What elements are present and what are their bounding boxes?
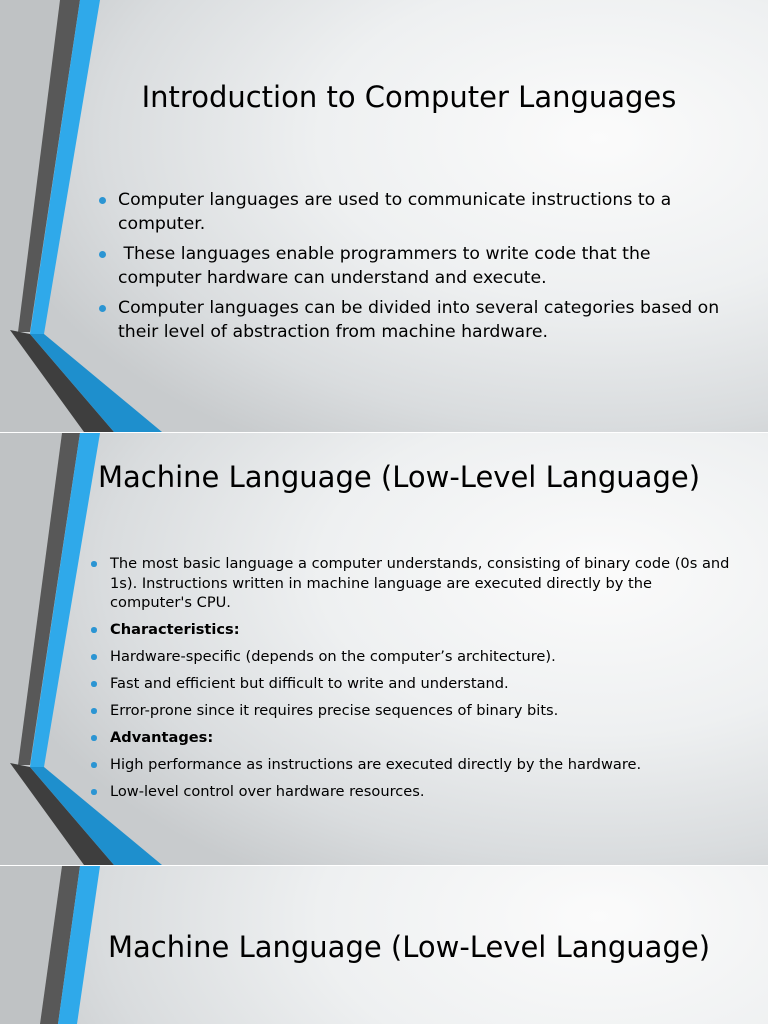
bullet-item: Computer languages are used to communicate instructions to a computer. [99, 189, 729, 236]
bullet-item: Characteristics: [91, 620, 731, 640]
bullet-item: Error-prone since it requires precise sequences of binary bits. [91, 701, 731, 721]
slide-title: Machine Language (Low-Level Language) [97, 460, 701, 494]
bullet-item: Fast and efficient but difficult to write and understand. [91, 674, 731, 694]
bullet-item: The most basic language a computer understands, consisting of binary code (0s and 1s). Instructions written in machine language are executed directly by the computer's CPU. [91, 554, 731, 613]
bullet-item: Computer languages can be divided into several categories based on their level of abstraction from machine hardware. [99, 297, 729, 344]
slide-title: Introduction to Computer Languages [141, 80, 677, 114]
bullet-list [99, 189, 729, 351]
bullet-item: High performance as instructions are executed directly by the hardware. [91, 755, 731, 775]
bullet-item: Advantages: [91, 728, 731, 748]
slide-1 [0, 0, 768, 432]
bullet-item: Low-level control over hardware resources. [91, 782, 731, 802]
slide-title: Machine Language (Low-Level Language) [107, 930, 711, 964]
bullet-list [91, 554, 731, 809]
bullet-item: Hardware-specific (depends on the computer’s architecture). [91, 647, 731, 667]
bullet-item: These languages enable programmers to write code that the computer hardware can understand and execute. [99, 243, 729, 290]
